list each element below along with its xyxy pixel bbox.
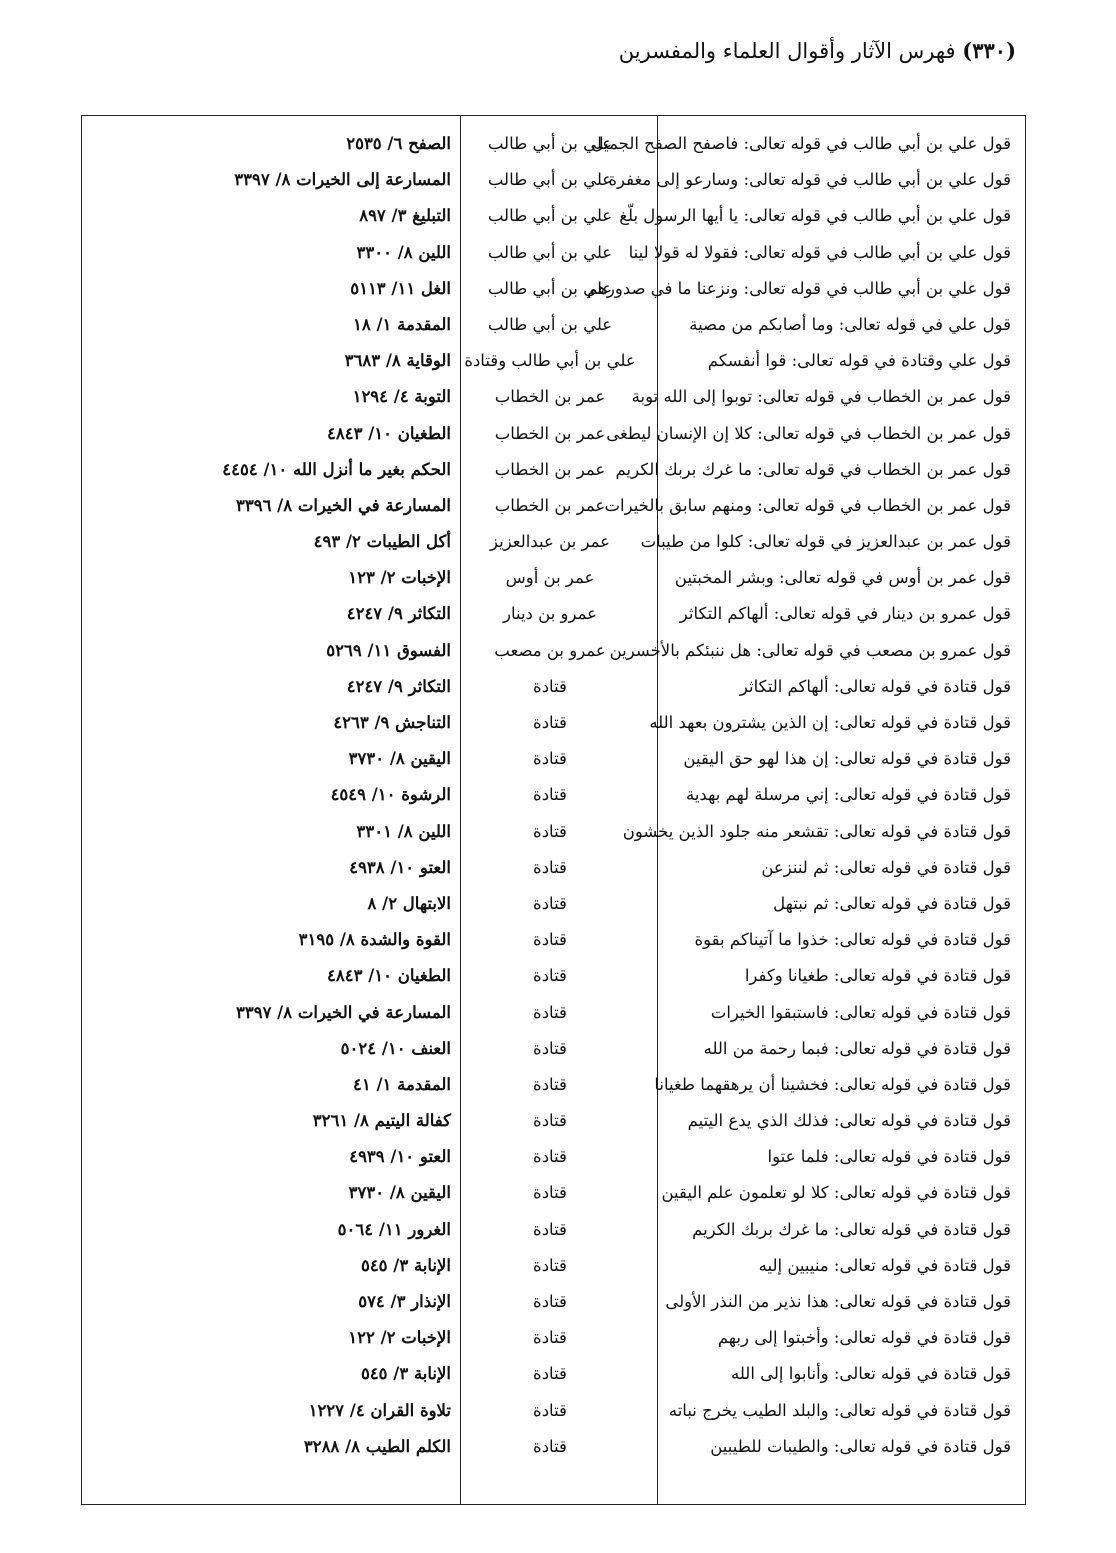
page-number: (٣٣٠) <box>962 38 1016 63</box>
quote-text: قول عمر بن الخطاب في قوله تعالى: توبوا إلى الله توبة <box>631 387 1011 407</box>
speaker-name: علي بن أبي طالب <box>487 206 613 226</box>
speaker-name: عمر بن الخطاب <box>494 495 606 515</box>
reference: اللين ٨/ ٣٣٠٠ <box>356 242 451 262</box>
reference-cell <box>85 1103 455 1139</box>
speaker-name: عمر بن الخطاب <box>494 387 606 407</box>
table-row <box>82 596 1025 632</box>
reference-cell <box>85 379 455 415</box>
table-row <box>82 705 1025 741</box>
quote-text: قول قتادة في قوله تعالى: وأخبتوا إلى ربهم <box>717 1328 1011 1348</box>
reference: المسارعة في الخيرات ٨/ ٣٣٩٦ <box>235 495 451 515</box>
reference-cell <box>85 814 455 850</box>
speaker-name: قتادة <box>533 749 567 769</box>
reference-cell <box>85 416 455 452</box>
reference: الابتهال ٢/ ٨ <box>367 893 451 913</box>
reference: العنف ١٠/ ٥٠٢٤ <box>340 1038 451 1058</box>
reference-cell <box>85 452 455 488</box>
reference-cell <box>85 524 455 560</box>
quote-text: قول قتادة في قوله تعالى: ثم لننزعن <box>761 857 1011 877</box>
reference: الطغيان ١٠/ ٤٨٤٣ <box>327 966 451 986</box>
reference: المقدمة ١/ ١٨ <box>353 314 451 334</box>
quote-text: قول علي بن أبي طالب في قوله تعالى: فاصفح الصفح الجميل <box>591 134 1011 153</box>
reference: الفسوق ١١/ ٥٢٦٩ <box>326 640 451 660</box>
reference: تلاوة القران ٤/ ١٢٢٧ <box>308 1400 451 1420</box>
speaker-name: عمرو بن مصعب <box>494 640 606 660</box>
table-row <box>82 560 1025 596</box>
reference: التكاثر ٩/ ٤٢٤٧ <box>346 676 451 696</box>
reference: الغل ١١/ ٥١١٣ <box>350 278 451 298</box>
reference: المسارعة في الخيرات ٨/ ٣٣٩٧ <box>235 1002 451 1022</box>
speaker-name: قتادة <box>533 857 567 877</box>
table-row <box>82 162 1025 198</box>
table-row <box>82 1320 1025 1356</box>
reference: أكل الطيبات ٢/ ٤٩٣ <box>313 532 451 552</box>
table-row <box>82 1393 1025 1429</box>
reference-cell <box>85 126 455 162</box>
quote-text: قول قتادة في قوله تعالى: فذلك الذي يدع اليتيم <box>687 1111 1011 1131</box>
table-row <box>82 1067 1025 1103</box>
table-row <box>82 814 1025 850</box>
reference: الإنابة ٣/ ٥٤٥ <box>360 1255 451 1275</box>
reference-cell <box>85 705 455 741</box>
table-row <box>82 886 1025 922</box>
reference-cell <box>85 488 455 524</box>
reference: التكاثر ٩/ ٤٢٤٧ <box>346 604 451 624</box>
reference: الغرور ١١/ ٥٠٦٤ <box>337 1219 451 1239</box>
speaker-name: عمر بن الخطاب <box>494 423 606 443</box>
speaker-name: قتادة <box>533 1400 567 1420</box>
quote-text: قول قتادة في قوله تعالى: فلما عتوا <box>767 1147 1011 1167</box>
table-row <box>82 1139 1025 1175</box>
quote-text: قول قتادة في قوله تعالى: فاستبقوا الخيرات <box>710 1002 1011 1022</box>
quote-text: قول قتادة في قوله تعالى: هذا نذير من النذر الأولى <box>665 1292 1011 1311</box>
quote-text: قول قتادة في قوله تعالى: إن هذا لهو حق اليقين <box>683 749 1011 769</box>
speaker-name: قتادة <box>533 1038 567 1058</box>
reference-cell <box>85 922 455 958</box>
page-header <box>100 38 1016 82</box>
reference: الإخبات ٢/ ١٢٢ <box>348 1328 451 1348</box>
reference: القوة والشدة ٨/ ٣١٩٥ <box>298 930 451 950</box>
quote-text: قول عمرو بن مصعب في قوله تعالى: هل ننبئكم بالأخسرين <box>609 640 1011 660</box>
reference: الطغيان ١٠/ ٤٨٤٣ <box>327 423 451 443</box>
reference: الرشوة ١٠/ ٤٥٤٩ <box>330 785 451 805</box>
table-row <box>82 1284 1025 1320</box>
table-row <box>82 198 1025 234</box>
quote-text: قول قتادة في قوله تعالى: وأنابوا إلى الله <box>730 1364 1011 1384</box>
table-row <box>82 995 1025 1031</box>
quote-text: قول عمر بن أوس في قوله تعالى: وبشر المخبتين <box>674 568 1011 588</box>
reference-cell <box>85 777 455 813</box>
table-row <box>82 126 1025 162</box>
quote-text: قول قتادة في قوله تعالى: والبلد الطيب يخرج نباته <box>668 1400 1011 1420</box>
reference-cell <box>85 560 455 596</box>
speaker-name: قتادة <box>533 1436 567 1456</box>
speaker-name: علي بن أبي طالب <box>487 134 613 153</box>
reference: الإخبات ٢/ ١٢٣ <box>348 568 451 588</box>
speaker-name: قتادة <box>533 713 567 732</box>
reference-cell <box>85 958 455 994</box>
quote-text: قول قتادة في قوله تعالى: منيبين إليه <box>758 1255 1011 1275</box>
speaker-name: قتادة <box>533 1074 567 1094</box>
speaker-name: قتادة <box>533 1364 567 1384</box>
reference-cell <box>85 633 455 669</box>
reference: التناجش ٩/ ٤٢٦٣ <box>333 713 451 732</box>
quote-text: قول قتادة في قوله تعالى: ألهاكم التكاثر <box>739 676 1011 696</box>
reference-cell <box>85 1139 455 1175</box>
table-row <box>82 416 1025 452</box>
table-row <box>82 741 1025 777</box>
speaker-name: عمر بن الخطاب <box>494 459 606 479</box>
reference-cell <box>85 596 455 632</box>
reference-cell <box>85 1031 455 1067</box>
reference: اليقين ٨/ ٣٧٣٠ <box>348 1183 451 1203</box>
quote-text: قول عمر بن الخطاب في قوله تعالى: ما غرك بربك الكريم <box>615 459 1011 479</box>
quote-text: قول عمر بن الخطاب في قوله تعالى: كلا إن الإنسان ليطغى <box>606 423 1011 443</box>
speaker-name: علي بن أبي طالب وقتادة <box>464 351 636 371</box>
quote-text: قول عمر بن عبدالعزيز في قوله تعالى: كلوا من طيبات <box>640 532 1011 552</box>
speaker-name: علي بن أبي طالب <box>487 314 613 334</box>
quote-text: قول قتادة في قوله تعالى: والطيبات للطيبين <box>710 1436 1011 1456</box>
quote-text: قول علي بن أبي طالب في قوله تعالى: فقولا له قولا لينا <box>628 242 1011 262</box>
quote-text: قول علي بن أبي طالب في قوله تعالى: وسارعو إلى مغفرة <box>608 170 1011 190</box>
table-row <box>82 379 1025 415</box>
reference-cell <box>85 669 455 705</box>
quote-text: قول قتادة في قوله تعالى: فخشينا أن يرهقهما طغيانا <box>654 1074 1011 1094</box>
table-row <box>82 235 1025 271</box>
speaker-name: قتادة <box>533 821 567 841</box>
speaker-name: عمر بن عبدالعزيز <box>490 532 610 552</box>
reference-cell <box>85 235 455 271</box>
reference: اللين ٨/ ٣٣٠١ <box>356 821 451 841</box>
speaker-name: قتادة <box>533 1183 567 1203</box>
quote-text: قول علي في قوله تعالى: وما أصابكم من مصية <box>689 314 1011 334</box>
table-body <box>82 126 1025 1465</box>
speaker-name: قتادة <box>533 966 567 986</box>
quote-text: قول عمر بن الخطاب في قوله تعالى: ومنهم سابق بالخيرات <box>604 495 1011 515</box>
table-row <box>82 524 1025 560</box>
reference: الإنابة ٣/ ٥٤٥ <box>360 1364 451 1384</box>
reference: العتو ١٠/ ٤٩٣٩ <box>349 1147 451 1167</box>
reference: الوقاية ٨/ ٣٦٨٣ <box>344 351 451 371</box>
reference: العتو ١٠/ ٤٩٣٨ <box>349 857 451 877</box>
reference: المسارعة إلى الخيرات ٨/ ٣٣٩٧ <box>234 170 451 190</box>
speaker-name: علي بن أبي طالب <box>487 242 613 262</box>
table-row <box>82 633 1025 669</box>
quote-text: قول قتادة في قوله تعالى: إني مرسلة لهم بهدية <box>685 785 1011 805</box>
reference-cell <box>85 886 455 922</box>
reference-cell <box>85 741 455 777</box>
table-row <box>82 922 1025 958</box>
quote-text: قول علي بن أبي طالب في قوله تعالى: يا أيها الرسول بلّغ <box>619 206 1011 226</box>
quote-text: قول قتادة في قوله تعالى: فبما رحمة من الله <box>703 1038 1011 1058</box>
table-row <box>82 958 1025 994</box>
reference-cell <box>85 1067 455 1103</box>
quote-text: قول قتادة في قوله تعالى: تقشعر منه جلود الذين يخشون <box>622 821 1011 841</box>
speaker-name: قتادة <box>533 1111 567 1131</box>
speaker-name: قتادة <box>533 1002 567 1022</box>
reference: التبليغ ٣/ ٨٩٧ <box>359 206 451 226</box>
reference-cell <box>85 1248 455 1284</box>
table-row <box>82 452 1025 488</box>
quote-text: قول قتادة في قوله تعالى: طغيانا وكفرا <box>744 966 1011 986</box>
table-row <box>82 1103 1025 1139</box>
reference: كفالة اليتيم ٨/ ٣٢٦١ <box>312 1111 451 1131</box>
speaker-name: علي بن أبي طالب <box>487 170 613 190</box>
speaker-name: قتادة <box>533 1219 567 1239</box>
speaker-name: قتادة <box>533 1255 567 1275</box>
quote-text: قول عمرو بن دينار في قوله تعالى: ألهاكم التكاثر <box>679 604 1011 624</box>
speaker-name: قتادة <box>533 1292 567 1311</box>
speaker-name: قتادة <box>533 930 567 950</box>
quote-text: قول علي بن أبي طالب في قوله تعالى: ونزعنا ما في صدورهم <box>587 278 1011 298</box>
table-row <box>82 1429 1025 1465</box>
reference: التوبة ٤/ ١٢٩٤ <box>352 387 451 407</box>
table-row <box>82 777 1025 813</box>
table-row <box>82 343 1025 379</box>
reference-cell <box>85 307 455 343</box>
reference-cell <box>85 1175 455 1211</box>
speaker-name: علي بن أبي طالب <box>487 278 613 298</box>
reference-cell <box>85 1284 455 1320</box>
reference: المقدمة ١/ ٤١ <box>353 1074 451 1094</box>
quote-text: قول قتادة في قوله تعالى: ثم نبتهل <box>773 893 1011 913</box>
reference-cell <box>85 1320 455 1356</box>
reference-cell <box>85 1356 455 1392</box>
reference: الصفح ٦/ ٢٥٣٥ <box>346 134 451 153</box>
reference-cell <box>85 1429 455 1465</box>
quote-text: قول قتادة في قوله تعالى: خذوا ما آتيناكم بقوة <box>694 930 1011 950</box>
quote-text: قول قتادة في قوله تعالى: كلا لو تعلمون علم اليقين <box>661 1183 1011 1203</box>
table-row <box>82 1212 1025 1248</box>
table-row <box>82 850 1025 886</box>
table-row <box>82 669 1025 705</box>
reference-cell <box>85 343 455 379</box>
index-table <box>81 115 1026 1505</box>
reference: اليقين ٨/ ٣٧٣٠ <box>348 749 451 769</box>
reference-cell <box>85 198 455 234</box>
speaker-name: قتادة <box>533 1328 567 1348</box>
reference: الحكم بغير ما أنزل الله ١٠/ ٤٤٥٤ <box>222 459 451 479</box>
table-row <box>82 1031 1025 1067</box>
table-row <box>82 1356 1025 1392</box>
reference-cell <box>85 271 455 307</box>
reference-cell <box>85 850 455 886</box>
reference-cell <box>85 995 455 1031</box>
speaker-name: عمرو بن دينار <box>502 604 597 624</box>
quote-text: قول قتادة في قوله تعالى: ما غرك بربك الكريم <box>692 1219 1011 1239</box>
table-row <box>82 1248 1025 1284</box>
quote-text: قول قتادة في قوله تعالى: إن الذين يشترون بعهد الله <box>649 713 1011 732</box>
reference-cell <box>85 1393 455 1429</box>
table-row <box>82 1175 1025 1211</box>
quote-text: قول علي وقتادة في قوله تعالى: قوا أنفسكم <box>707 351 1011 371</box>
speaker-name: قتادة <box>533 676 567 696</box>
reference-cell <box>85 1212 455 1248</box>
speaker-name: قتادة <box>533 785 567 805</box>
reference: الكلم الطيب ٨/ ٣٢٨٨ <box>303 1436 451 1456</box>
speaker-name: عمر بن أوس <box>505 568 595 588</box>
page-title: فهرس الآثار وأقوال العلماء والمفسرين <box>618 39 956 63</box>
table-row <box>82 307 1025 343</box>
reference: الإنذار ٣/ ٥٧٤ <box>358 1292 451 1311</box>
speaker-name: قتادة <box>533 1147 567 1167</box>
speaker-name: قتادة <box>533 893 567 913</box>
reference-cell <box>85 162 455 198</box>
table-row <box>82 488 1025 524</box>
table-row <box>82 271 1025 307</box>
